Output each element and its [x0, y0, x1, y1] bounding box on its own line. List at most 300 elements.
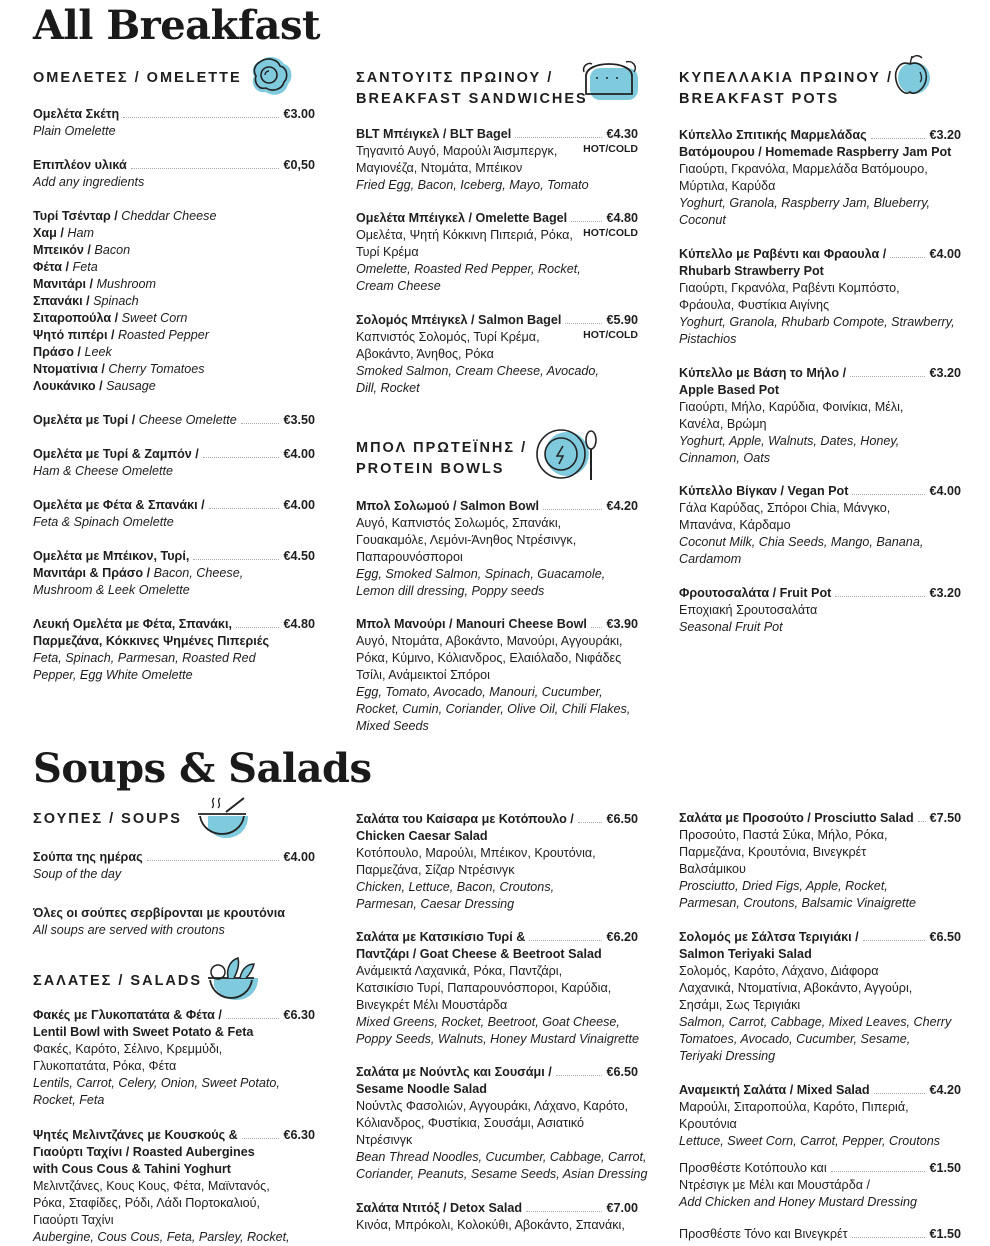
item-line [33, 514, 315, 531]
hot-cold-badge: HOT/COLD [583, 143, 638, 155]
dot-leader [565, 323, 602, 324]
item-name-line [356, 929, 638, 946]
english-text: Pistachios [679, 332, 737, 346]
heading-line: ΚΥΠΕΛΛΑΚΙΑ ΠΡΩΙΝΟΥ / [679, 70, 893, 86]
greek-text: Sesame Noodle Salad [356, 1082, 487, 1096]
item-line [679, 861, 961, 878]
english-text: Cream Cheese [356, 279, 441, 293]
greek-text: Ομελέτα με Τυρί & Ζαμπόν / [33, 447, 199, 461]
item-line [356, 718, 638, 735]
greek-text: BLT Μπέιγκελ / BLT Bagel [356, 127, 512, 141]
english-text: Parmesan, Croutons, Balsamic Vinaigrette [679, 896, 917, 910]
item-line [33, 922, 315, 939]
english-text: Rocket, Cumin, Coriander, Olive Oil, Chili Flakes, [356, 702, 631, 716]
dot-leader [226, 1018, 280, 1019]
dot-leader [131, 168, 280, 169]
item-line [679, 500, 961, 517]
item-name-line [33, 616, 315, 633]
english-text: Feta, Spinach, Parmesan, Roasted Red [33, 651, 256, 665]
item-line [356, 667, 638, 684]
item-line [356, 1014, 638, 1031]
item-line [356, 515, 638, 532]
item-line [33, 293, 315, 310]
english-text: Lentils, Carrot, Celery, Onion, Sweet Potato, [33, 1076, 280, 1090]
item-line [33, 650, 315, 667]
menu-item [33, 497, 315, 531]
heading-line: BREAKFAST SANDWICHES [356, 91, 588, 107]
greek-text: Τυρί Τσένταρ / [33, 209, 122, 223]
greek-text: Σολομός με Σάλτσα Τεριγιάκι / [679, 930, 859, 944]
menu-note [33, 905, 315, 939]
item-line [356, 701, 638, 718]
english-text: Aubergine, Cous Cous, Feta, Parsley, Rocket, [33, 1230, 290, 1244]
section-heading [33, 971, 315, 992]
dot-leader [543, 509, 602, 510]
item-line [679, 619, 961, 636]
english-text: Seasonal Fruit Pot [679, 620, 783, 634]
greek-text: Σούπα της ημέρας [33, 850, 143, 864]
item-name-line [679, 810, 961, 827]
english-text: Mixed Greens, Rocket, Beetroot, Goat Cheese, [356, 1015, 620, 1029]
dot-leader [241, 423, 280, 424]
english-text: Bean Thread Noodles, Cucumber, Cabbage, Carrot, [356, 1150, 647, 1164]
english-text: Sweet Corn [121, 311, 188, 325]
menu-item [33, 412, 315, 429]
item-name-line [33, 1127, 315, 1144]
greek-text: Ομελέτα Σκέτη [33, 107, 120, 121]
dot-leader [918, 821, 926, 822]
greek-text: Σαλάτα του Καίσαρα με Κοτόπουλο / [356, 812, 574, 826]
item-line [356, 862, 638, 879]
dot-leader [863, 940, 926, 941]
menu-item [679, 127, 961, 229]
item-line [356, 532, 638, 549]
greek-text: Μελιντζάνες, Κους Κους, Φέτα, Μαϊντανός, [33, 1179, 270, 1193]
english-text: Coriander, Peanuts, Sesame Seeds, Asian Dressing [356, 1167, 648, 1181]
english-text: Ham & Cheese Omelette [33, 464, 173, 478]
english-text: All soups are served with croutons [33, 923, 225, 937]
item-name-line [356, 498, 638, 515]
item-line [356, 633, 638, 650]
dot-leader [890, 257, 925, 258]
item-line [33, 361, 315, 378]
item-line [33, 866, 315, 883]
item-line [356, 828, 638, 845]
item-price: €1.50 [929, 1161, 961, 1175]
item-line [356, 278, 638, 295]
hot-cold-badge: HOT/COLD [583, 227, 638, 239]
item-line [356, 363, 638, 380]
menu-item [33, 446, 315, 480]
menu-item [679, 1160, 961, 1211]
item-line [33, 1024, 315, 1041]
item-line [33, 225, 315, 242]
item-name-line [679, 1082, 961, 1099]
menu-item [679, 1226, 961, 1243]
greek-text: Όλες οι σούπες σερβίρονται με κρουτόνια [33, 906, 286, 920]
greek-text: Lentil Bowl with Sweet Potato & Feta [33, 1025, 254, 1039]
menu-item [356, 616, 638, 735]
menu-item [679, 1082, 961, 1150]
item-line [679, 602, 961, 619]
item-line [356, 1217, 638, 1234]
item-line [679, 416, 961, 433]
item-line [356, 583, 638, 600]
greek-text: Καπνιστός Σολομός, Τυρί Κρέμα, [356, 330, 540, 344]
english-text: Ham [67, 226, 94, 240]
greek-text: Προσούτο, Παστά Σύκα, Μήλο, Ρόκα, [679, 828, 888, 842]
item-name-line [679, 365, 961, 382]
greek-text: Βινεγκρέτ Μέλι Μουστάρδα [356, 998, 508, 1012]
item-line [33, 1178, 315, 1195]
english-text: Spinach [93, 294, 139, 308]
item-price: €4.00 [283, 447, 315, 461]
item-line [33, 565, 315, 582]
item-price: €4.50 [283, 549, 315, 563]
item-price: €6.50 [929, 930, 961, 944]
item-line [679, 946, 961, 963]
item-line [356, 160, 638, 177]
menu-item [33, 1127, 315, 1246]
item-line [33, 174, 315, 191]
breakfast-title: All Breakfast [33, 2, 320, 49]
item-line [356, 1132, 638, 1149]
heading-line: ΟΜΕΛΕΤΕΣ / OMELETTE [33, 70, 242, 86]
dot-leader [852, 494, 925, 495]
item-line [33, 327, 315, 344]
english-text: Cinnamon, Oats [679, 451, 770, 465]
greek-text: Αυγό, Ντομάτα, Αβοκάντο, Μανούρι, Αγγουράκι, [356, 634, 623, 648]
english-text: Feta [72, 260, 98, 274]
greek-text: Ανάμεικτά Λαχανικά, Ρόκα, Παντζάρι, [356, 964, 563, 978]
english-text: Add any ingredients [33, 175, 145, 189]
item-price: €4.00 [283, 850, 315, 864]
menu-item [356, 210, 638, 295]
item-price: €6.50 [606, 1065, 638, 1079]
item-line [679, 195, 961, 212]
item-line [679, 399, 961, 416]
item-line [33, 378, 315, 395]
greek-text: Ψητό πιπέρι / [33, 328, 118, 342]
item-line [33, 633, 315, 650]
item-name-line [33, 157, 315, 174]
dot-leader [203, 457, 280, 458]
english-text: Cardamom [679, 552, 742, 566]
dot-leader [874, 1093, 926, 1094]
item-line [679, 144, 961, 161]
item-line [33, 1144, 315, 1161]
heading-line: ΣΑΝΤΟΥΙΤΣ ΠΡΩΙΝΟΥ / [356, 70, 554, 86]
dot-leader [578, 822, 603, 823]
greek-text: Τσίλι, Ανάμεικτοί Σπόροι [356, 668, 490, 682]
greek-text: Σπανάκι / [33, 294, 94, 308]
item-line [679, 827, 961, 844]
greek-text: Προσθέστε Τόνο και Βινεγκρέτ [679, 1227, 848, 1241]
greek-text: Μπεικόν / [33, 243, 95, 257]
item-line [679, 551, 961, 568]
greek-text: Λευκή Ομελέτα με Φέτα, Σπανάκι, [33, 617, 232, 631]
dot-leader [236, 627, 280, 628]
item-line [356, 997, 638, 1014]
greek-text: Σολομός, Καρότο, Λάχανο, Διάφορα [679, 964, 879, 978]
greek-text: Αβοκάντο, Άνηθος, Ρόκα [356, 347, 494, 361]
menu-item [33, 548, 315, 599]
item-price: €4.80 [606, 211, 638, 225]
greek-text: Γιαούρτι, Γκρανόλα, Μαρμελάδα Βατόμουρο, [679, 162, 928, 176]
item-name-line [33, 497, 315, 514]
greek-text: Salmon Teriyaki Salad [679, 947, 812, 961]
dot-leader [835, 596, 925, 597]
item-price: €4.00 [929, 484, 961, 498]
greek-text: Ομελέτα με Μπέικον, Τυρί, [33, 549, 190, 563]
item-line [33, 344, 315, 361]
item-line [356, 244, 638, 261]
heading-line: BREAKFAST POTS [679, 91, 840, 107]
greek-text: Μύρτιλα, Καρύδα [679, 179, 776, 193]
item-line [679, 844, 961, 861]
item-line [356, 261, 638, 278]
item-line [679, 534, 961, 551]
dot-leader [871, 138, 926, 139]
greek-text: Γλυκοπατάτα, Ρόκα, Φέτα [33, 1059, 177, 1073]
item-name-line [679, 483, 961, 500]
greek-text: Πράσο / [33, 345, 85, 359]
english-text: Add Chicken and Honey Mustard Dressing [679, 1195, 918, 1209]
greek-text: Γιαούρτι, Γκρανόλα, Ραβέντι Κομπόστο, [679, 281, 900, 295]
greek-text: Μπανάνα, Κάρδαμο [679, 518, 791, 532]
greek-text: Σαλάτα Ντιτόξ / Detox Salad [356, 1201, 523, 1215]
menu-item [679, 929, 961, 1065]
item-price: €4.20 [929, 1083, 961, 1097]
item-line [33, 463, 315, 480]
item-line [679, 297, 961, 314]
greek-text: Ομελέτα Μπέιγκελ / Omelette Bagel [356, 211, 568, 225]
section-heading [356, 438, 638, 480]
item-price: €6.30 [283, 1128, 315, 1142]
menu-item [356, 1064, 648, 1183]
item-price: €4.30 [606, 127, 638, 141]
english-text: Lettuce, Sweet Corn, Carrot, Pepper, Croutons [679, 1134, 941, 1148]
section-heading [33, 68, 315, 89]
item-line [356, 980, 638, 997]
section-heading [356, 68, 638, 110]
item-line [356, 963, 638, 980]
item-line [356, 1166, 648, 1183]
greek-text: Γιαούρτι Ταχίνι [33, 1213, 114, 1227]
dot-leader [571, 221, 602, 222]
item-price: €4.00 [283, 498, 315, 512]
greek-text: Παρμεζάνα, Κρουτόνια, Βινεγκρέτ [679, 845, 867, 859]
item-line [33, 1058, 315, 1075]
item-line [33, 242, 315, 259]
greek-text: Ομελέτα, Ψητή Κόκκινη Πιπεριά, Ρόκα, [356, 228, 573, 242]
greek-text: with Cous Cous & Tahini Yoghurt [33, 1162, 231, 1176]
item-line [356, 380, 638, 397]
greek-text: Κόλιανδρος, Φυστίκια, Σουσάμι, Ασιατικό [356, 1116, 585, 1130]
english-text: Mushroom [96, 277, 157, 291]
item-price: €4.80 [283, 617, 315, 631]
item-name-line [33, 905, 315, 922]
dot-leader [591, 627, 603, 628]
item-name-line [679, 1226, 961, 1243]
item-name-line [356, 811, 638, 828]
item-price: €3.50 [283, 413, 315, 427]
english-text: Cherry Tomatoes [108, 362, 205, 376]
greek-text: Ντρέσιγκ με Μέλι και Μουστάρδα / [679, 1178, 870, 1192]
item-name-line [33, 1007, 315, 1024]
english-text: Feta & Spinach Omelette [33, 515, 174, 529]
greek-text: Μανιτάρι & Πράσο / [33, 566, 154, 580]
item-name-line [33, 548, 315, 565]
english-text: Cheese Omelette [138, 413, 237, 427]
item-name-line [679, 246, 961, 263]
hot-cold-badge: HOT/COLD [583, 329, 638, 341]
menu-item [356, 811, 638, 913]
greek-text: Μπολ Μανούρι / Manouri Cheese Bowl [356, 617, 587, 631]
item-line [356, 1031, 638, 1048]
item-name-line [679, 127, 961, 144]
dot-leader [515, 137, 602, 138]
item-price: €3.20 [929, 586, 961, 600]
english-text: Mushroom & Leek Omelette [33, 583, 190, 597]
greek-text: Κύπελλο Βίγκαν / Vegan Pot [679, 484, 849, 498]
english-text: Chicken, Lettuce, Bacon, Croutons, [356, 880, 555, 894]
item-name-line [356, 1200, 638, 1217]
greek-text: Αυγό, Καπνιστός Σολωμός, Σπανάκι, [356, 516, 562, 530]
item-line [33, 1092, 315, 1109]
greek-text: Κανέλα, Βρώμη [679, 417, 767, 431]
dot-leader [556, 1075, 603, 1076]
item-line [679, 1194, 961, 1211]
english-text: Soup of the day [33, 867, 122, 881]
greek-text: Παρμεζάνα, Κόκκινες Ψημένες Πιπεριές [33, 634, 269, 648]
item-line [679, 178, 961, 195]
english-text: Teriyaki Dressing [679, 1049, 776, 1063]
english-text: Yoghurt, Granola, Raspberry Jam, Blueberry, [679, 196, 931, 210]
greek-text: Εποχιακή Σρουτοσαλάτα [679, 603, 818, 617]
greek-text: Φακές με Γλυκοπατάτα & Φέτα / [33, 1008, 222, 1022]
greek-text: Ρόκα, Σταφίδες, Ρόδι, Λάδι Πορτοκαλιού, [33, 1196, 261, 1210]
item-price: €7.50 [929, 811, 962, 825]
menu-item [679, 585, 961, 636]
english-text: Prosciutto, Dried Figs, Apple, Rocket, [679, 879, 888, 893]
item-line [679, 895, 961, 912]
menu-item [33, 849, 315, 883]
item-line [356, 1098, 638, 1115]
item-name-line [33, 849, 315, 866]
item-line [33, 310, 315, 327]
greek-text: Παρμεζάνα, Σίζαρ Ντρέσινγκ [356, 863, 515, 877]
item-line [679, 1014, 961, 1031]
greek-text: Σαλάτα με Νούντλς και Σουσάμι / [356, 1065, 552, 1079]
greek-text: Παντζάρι / Goat Cheese & Beetroot Salad [356, 947, 602, 961]
greek-text: Κατσικίσιο Τυρί, Παπαρουνόσποροι, Καρύδια, [356, 981, 612, 995]
dot-leader [850, 376, 925, 377]
greek-text: Παπαρουνόσποροι [356, 550, 463, 564]
item-line [33, 1212, 315, 1229]
english-text: Bacon, Cheese, [153, 566, 244, 580]
greek-text: Γουακαμόλε, Λεμόνι-Άνηθος Ντρέσινγκ, [356, 533, 577, 547]
item-name-line [679, 1160, 961, 1177]
section-heading [33, 809, 315, 830]
heading-line: ΣΟΥΠΕΣ / SOUPS [33, 811, 182, 827]
item-line [356, 896, 638, 913]
item-name-line [679, 929, 961, 946]
item-price: €6.20 [606, 930, 638, 944]
item-price: €4.20 [606, 499, 638, 513]
greek-text: Επιπλέον υλικά [33, 158, 127, 172]
section-heading [679, 68, 961, 110]
item-line [679, 1177, 961, 1194]
english-text: Mixed Seeds [356, 719, 429, 733]
item-price: €6.50 [606, 812, 638, 826]
item-name-line [356, 210, 638, 227]
item-name-line [679, 585, 961, 602]
item-line [356, 1149, 647, 1166]
menu-item [33, 1007, 315, 1109]
menu-item [356, 312, 638, 397]
item-line [33, 582, 315, 599]
greek-text: Γάλα Καρύδας, Σπόροι Chia, Μάνγκο, [679, 501, 891, 515]
item-line [33, 259, 315, 276]
dot-leader [147, 860, 280, 861]
item-line [679, 382, 961, 399]
greek-text: Γιαούρτι Ταχίνι / Roasted Aubergines [33, 1145, 255, 1159]
menu-item [33, 106, 315, 140]
greek-text: Ντρέσινγκ [356, 1133, 413, 1147]
menu-item [679, 810, 961, 912]
item-line [356, 346, 638, 363]
item-line [33, 1195, 315, 1212]
greek-text: Τυρί Κρέμα [356, 245, 419, 259]
greek-text: Σαλάτα με Προσούτο / Prosciutto Salad [679, 811, 914, 825]
dot-leader [193, 559, 279, 560]
greek-text: Φακές, Καρότο, Σέλινο, Κρεμμύδι, [33, 1042, 223, 1056]
item-line [356, 946, 638, 963]
greek-text: Σησάμι, Σως Τεριγιάκι [679, 998, 801, 1012]
menu-item [356, 1200, 638, 1234]
greek-text: Μπολ Σολωμού / Salmon Bowl [356, 499, 540, 513]
english-text: Coconut Milk, Chia Seeds, Mango, Banana, [679, 535, 924, 549]
greek-text: Κινόα, Μπρόκολι, Κολοκύθι, Αβοκάντο, Σπανάκι, [356, 1218, 625, 1232]
item-line [679, 517, 961, 534]
greek-text: Νούντλς Φασολιών, Αγγουράκι, Λάχανο, Καρότο, [356, 1099, 629, 1113]
english-text: Parmesan, Caesar Dressing [356, 897, 515, 911]
english-text: Yoghurt, Granola, Rhubarb Compote, Strawberry, [679, 315, 955, 329]
item-price: €3.20 [929, 128, 961, 142]
item-price: €5.90 [606, 313, 638, 327]
greek-text: Κρουτόνια [679, 1117, 737, 1131]
menu-item [356, 126, 638, 194]
item-line [679, 161, 961, 178]
item-line [33, 1041, 315, 1058]
greek-text: Ρόκα, Κύμινο, Κόλιανδρος, Ελαιόλαδο, Νιφάδες [356, 651, 622, 665]
english-text: Egg, Smoked Salmon, Spinach, Guacamole, [356, 567, 606, 581]
item-price: €6.30 [283, 1008, 315, 1022]
menu-item [33, 157, 315, 191]
item-line [679, 1031, 961, 1048]
item-line [679, 433, 961, 450]
dot-leader [242, 1138, 280, 1139]
item-line [679, 878, 961, 895]
dot-leader [526, 1211, 602, 1212]
item-line [33, 276, 315, 293]
english-text: Rocket, Feta [33, 1093, 105, 1107]
menu-item [679, 483, 961, 568]
item-line [679, 1133, 961, 1150]
greek-text: Σιταροπούλα / [33, 311, 122, 325]
item-line [679, 331, 961, 348]
